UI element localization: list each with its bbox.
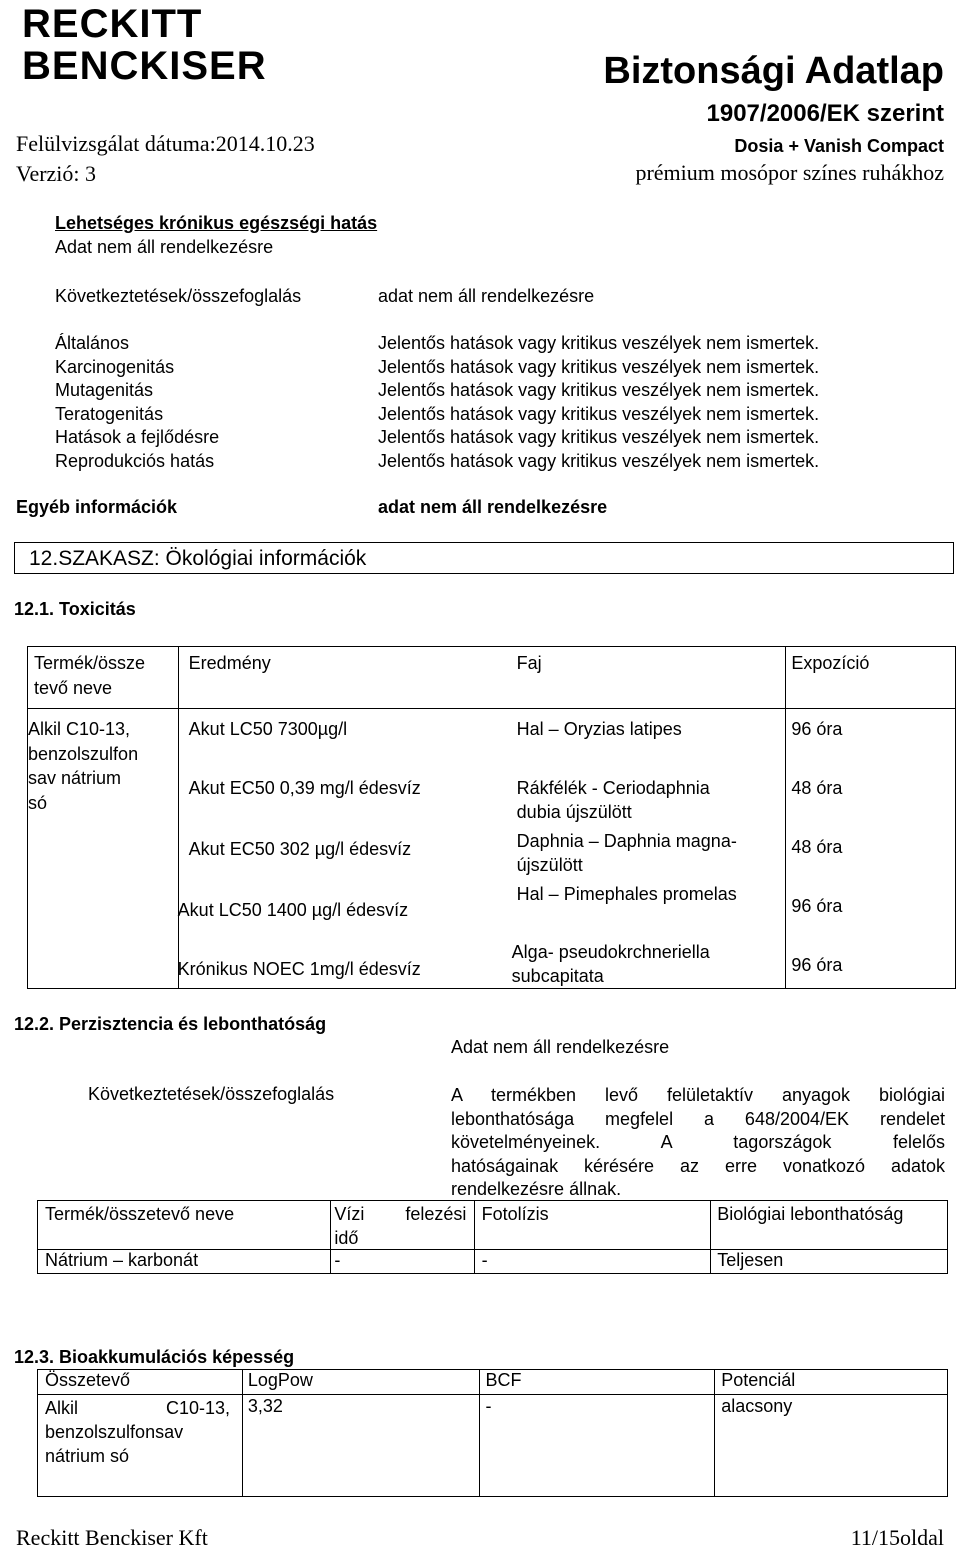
tox-product-cell (28, 709, 179, 989)
tox-species: Daphnia – Daphnia magna- (516, 831, 737, 851)
bio-cell-potential (715, 1395, 948, 1497)
bio-value-potential: alacsony (721, 1396, 793, 1416)
conclusion-value: adat nem áll rendelkezésre (378, 286, 595, 306)
deg-value-halflife: - (334, 1250, 341, 1270)
tox-product-line: Alkil C10-13, (28, 719, 131, 739)
other-info-label: Egyéb információk (16, 497, 178, 517)
tox-header-exposure-label: Expozíció (791, 653, 870, 673)
tox-result: Akut LC50 7300µg/l (188, 719, 348, 739)
tox-exposure: 48 óra (791, 778, 843, 798)
deg-header-halflife (331, 1201, 474, 1250)
regulation-reference: 1907/2006/EK szerint (706, 100, 944, 127)
document-title: Biztonsági Adatlap (603, 50, 944, 92)
persistence-conclusion-line: hatóságainak kérésére az erre vonatkozó adatok (451, 1155, 945, 1176)
deg-header-name (38, 1201, 331, 1250)
effect-value: Jelentős hatások vagy kritikus veszélyek nem ismertek. (378, 450, 820, 471)
deg-header-halflife-line2: idő (334, 1228, 359, 1248)
tox-species: dubia újszülött (516, 802, 632, 822)
deg-cell-biodeg (711, 1250, 948, 1274)
tox-product-line: só (28, 792, 48, 813)
bio-component-line: nátrium só (45, 1446, 130, 1466)
tox-species: Alga- pseudokrchneriella (511, 942, 710, 962)
deg-cell-halflife (331, 1250, 474, 1274)
toxicity-heading: 12.1. Toxicitás (14, 599, 136, 619)
tox-result: Akut EC50 302 µg/l édesvíz (188, 839, 412, 859)
footer-page-number: 11/15oldal (850, 1525, 944, 1550)
persistence-heading: 12.2. Perzisztencia és lebonthatóság (14, 1014, 327, 1034)
tox-species: Rákfélék - Ceriodaphnia (516, 778, 710, 798)
bio-header-logpow (242, 1370, 479, 1395)
effect-label: Hatások a fejlődésre (55, 427, 220, 447)
tox-exposure: 48 óra (791, 837, 843, 857)
bio-component-line: benzolszulfonsav (45, 1422, 184, 1442)
bio-header-logpow-label: LogPow (247, 1370, 313, 1390)
bio-header-bcf-label: BCF (485, 1370, 522, 1390)
tox-species: subcapitata (511, 966, 604, 986)
bioaccumulation-table (37, 1369, 948, 1497)
deg-header-halflife-line1: Vízi felezési (334, 1204, 467, 1224)
revision-date: Felülvizsgálat dátuma:2014.10.23 (16, 131, 315, 156)
version: Verzió: 3 (16, 161, 97, 186)
deg-header-name-label: Termék/összetevő neve (45, 1204, 235, 1224)
persistence-conclusion-line: rendelkezésre állnak. (451, 1179, 622, 1200)
tox-results-species-cell (178, 709, 786, 989)
bioaccumulation-heading: 12.3. Bioakkumulációs képesség (14, 1347, 295, 1367)
tox-species: Hal – Oryzias latipes (516, 719, 682, 739)
bio-value-bcf: - (485, 1396, 492, 1416)
deg-header-photolysis (474, 1201, 711, 1250)
effect-value: Jelentős hatások vagy kritikus veszélyek nem ismertek. (378, 333, 820, 353)
footer-company: Reckitt Benckiser Kft (16, 1525, 208, 1550)
deg-header-biodeg (711, 1201, 948, 1250)
tox-exposure-cell (786, 709, 956, 989)
bio-cell-component (38, 1395, 243, 1497)
effect-label: Reprodukciós hatás (55, 450, 215, 471)
tox-exposure: 96 óra (791, 955, 843, 975)
effect-label: Karcinogenitás (55, 356, 175, 377)
tox-header-exposure (786, 647, 956, 709)
section-12-header (14, 542, 954, 574)
persistence-conclusion-text (451, 1084, 945, 1202)
effect-value: Jelentős hatások vagy kritikus veszélyek nem ismertek. (378, 403, 820, 424)
deg-value-name: Nátrium – karbonát (45, 1250, 199, 1270)
bio-header-potential (715, 1370, 948, 1395)
effect-value: Jelentős hatások vagy kritikus veszélyek nem ismertek. (378, 380, 820, 400)
persistence-conclusion-line: követelményeinek. A tagországok felelős (451, 1132, 945, 1153)
other-info-value: adat nem áll rendelkezésre (378, 497, 608, 517)
tox-header-result: Eredmény (188, 653, 271, 673)
effect-value: Jelentős hatások vagy kritikus veszélyek nem ismertek. (378, 356, 820, 377)
bio-header-potential-label: Potenciál (721, 1370, 796, 1390)
degradation-table (37, 1200, 948, 1274)
bio-component-line: Alkil C10-13, (45, 1398, 230, 1418)
effect-list-values (378, 332, 819, 473)
tox-header-product-line2: tevő neve (34, 678, 113, 698)
effect-label: Általános (55, 333, 130, 353)
effect-label: Mutagenitás (55, 380, 154, 400)
logo-text-line1: RECKITT (22, 2, 203, 46)
effect-label: Teratogenitás (55, 403, 164, 424)
bio-value-logpow: 3,32 (247, 1396, 283, 1416)
deg-header-photolysis-label: Fotolízis (481, 1204, 549, 1224)
tox-header-product (28, 647, 179, 709)
tox-exposure: 96 óra (791, 896, 843, 916)
logo-text-line2: BENCKISER (22, 44, 267, 88)
persistence-conclusion-label: Következtetések/összefoglalás (88, 1084, 335, 1104)
product-name: Dosia + Vanish Compact (734, 136, 944, 156)
deg-cell-photolysis (474, 1250, 711, 1274)
product-name-line2: prémium mosópor színes ruhákhoz (635, 160, 944, 185)
bio-header-component (38, 1370, 243, 1395)
bio-header-component-label: Összetevő (45, 1370, 131, 1390)
effect-value: Jelentős hatások vagy kritikus veszélyek nem ismertek. (378, 427, 820, 447)
tox-product-line: sav nátrium (28, 768, 122, 788)
tox-species: Hal – Pimephales promelas (516, 884, 737, 904)
tox-header-result-species (178, 647, 786, 709)
effect-list-labels (55, 332, 219, 473)
chronic-value: Adat nem áll rendelkezésre (55, 237, 274, 257)
conclusion-label: Következtetések/összefoglalás (55, 286, 302, 306)
tox-product-line: benzolszulfon (28, 743, 139, 764)
deg-value-biodeg: Teljesen (717, 1250, 784, 1270)
deg-value-photolysis: - (481, 1250, 488, 1270)
toxicity-table (27, 646, 956, 989)
deg-header-biodeg-label: Biológiai lebonthatóság (717, 1204, 904, 1224)
chronic-heading: Lehetséges krónikus egészségi hatás (55, 213, 378, 233)
section-12-title: 12.SZAKASZ: Ökológiai információk (29, 547, 367, 570)
persistence-conclusion-line: A termékben levő felületaktív anyagok biológiai (451, 1085, 945, 1105)
deg-cell-name (38, 1250, 331, 1274)
bio-cell-logpow (242, 1395, 479, 1497)
tox-species: újszülött (516, 855, 583, 875)
tox-header-species: Faj (516, 653, 542, 673)
bio-cell-bcf (479, 1395, 715, 1497)
persistence-conclusion-line: lebonthatósága megfelel a 648/2004/EK rendelet (451, 1108, 945, 1129)
tox-result: Krónikus NOEC 1mg/l édesvíz (177, 959, 421, 979)
tox-result: Akut LC50 1400 µg/l édesvíz (177, 900, 409, 920)
tox-header-product-line1: Termék/össze (34, 653, 146, 673)
bio-header-bcf (479, 1370, 715, 1395)
tox-exposure: 96 óra (791, 719, 843, 739)
tox-result: Akut EC50 0,39 mg/l édesvíz (188, 778, 421, 798)
persistence-value: Adat nem áll rendelkezésre (451, 1037, 670, 1057)
